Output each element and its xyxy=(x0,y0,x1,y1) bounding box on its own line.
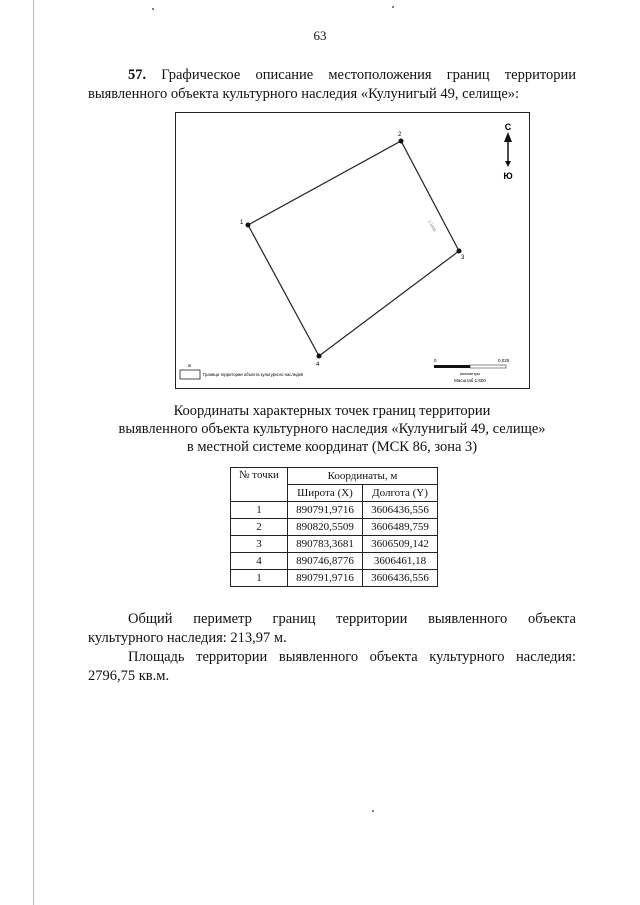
north-arrow-icon xyxy=(503,122,512,181)
perimeter-line-2: культурного наследия: 213,97 м. xyxy=(88,630,287,646)
table-row xyxy=(231,536,438,553)
svg-text:a: a xyxy=(188,363,191,369)
cell-point: 4 xyxy=(231,553,288,570)
cell-x: 890746,8776 xyxy=(288,553,363,570)
header-lat: Широта (X) xyxy=(288,485,363,502)
cell-point: 2 xyxy=(231,519,288,536)
cell-y: 3606509,142 xyxy=(363,536,438,553)
table-row xyxy=(231,519,438,536)
vertex-label-1: 1 xyxy=(240,220,244,226)
cell-point: 1 xyxy=(231,570,288,587)
vertex-label-2: 2 xyxy=(398,132,402,138)
table-row xyxy=(231,570,438,587)
north-label: С xyxy=(504,122,512,132)
scan-edge-line xyxy=(33,0,34,905)
table-caption xyxy=(88,402,576,456)
perimeter-line-1: Общий периметр границ территории выявленного объекта xyxy=(128,611,576,627)
legend-text: Граница территории объекта культурного наследия xyxy=(203,372,304,377)
table-row xyxy=(231,553,438,570)
south-label: Ю xyxy=(503,171,513,181)
map-legend xyxy=(180,363,303,379)
scan-speck xyxy=(392,6,394,8)
cell-y: 3606436,556 xyxy=(363,502,438,519)
table-row xyxy=(231,502,438,519)
header-lon: Долгота (Y) xyxy=(363,485,438,502)
heading-line-2: выявленного объекта культурного наследия «Кулунигый 49, селище»: xyxy=(88,86,520,102)
boundary-vertex xyxy=(317,354,322,359)
section-number: 57. xyxy=(128,67,147,83)
boundary-vertex xyxy=(246,223,251,228)
scale-end: 0,025 xyxy=(498,358,510,363)
heading-line-1: Графическое описание местоположения границ территории xyxy=(161,67,576,83)
page-number: 63 xyxy=(313,28,327,43)
cell-y: 3606461,18 xyxy=(363,553,438,570)
caption-line-3: в местной системе координат (МСК 86, зона 3) xyxy=(186,439,478,455)
cell-point: 1 xyxy=(231,502,288,519)
header-coords: Координаты, м xyxy=(288,468,438,485)
cell-x: 890791,9716 xyxy=(288,502,363,519)
boundary-map-svg xyxy=(176,113,529,388)
scan-speck xyxy=(372,810,374,812)
scale-ratio: Масштаб 1:600 xyxy=(454,378,486,383)
cell-y: 3606436,556 xyxy=(363,570,438,587)
cell-y: 3606489,759 xyxy=(363,519,438,536)
vertex-label-4: 4 xyxy=(316,362,320,368)
vertex-label-3: 3 xyxy=(461,255,465,261)
coordinates-table xyxy=(230,467,438,587)
cell-x: 890820,5509 xyxy=(288,519,363,536)
caption-line-2: выявленного объекта культурного наследия «Кулунигый 49, селище» xyxy=(118,421,546,437)
boundary-polygon xyxy=(248,141,459,356)
side-label: 1:1000 xyxy=(427,219,438,233)
boundary-vertex xyxy=(399,139,404,144)
boundary-map xyxy=(175,112,530,389)
area-line-2: 2796,75 кв.м. xyxy=(88,668,170,684)
area-line-1: Площадь территории выявленного объекта культурного наследия: xyxy=(128,649,576,665)
scale-zero: 0 xyxy=(434,358,437,363)
header-point: № точки xyxy=(231,468,288,502)
summary-text xyxy=(88,610,576,686)
scale-units: километры xyxy=(459,371,481,376)
cell-x: 890791,9716 xyxy=(288,570,363,587)
scan-speck xyxy=(152,8,154,10)
boundary-vertex xyxy=(457,249,462,254)
cell-x: 890783,3681 xyxy=(288,536,363,553)
cell-point: 3 xyxy=(231,536,288,553)
table-header-row xyxy=(231,468,438,485)
section-heading xyxy=(88,66,576,104)
caption-line-1: Координаты характерных точек границ территории xyxy=(173,403,491,419)
legend-swatch xyxy=(180,370,200,379)
scale-bar xyxy=(434,358,510,383)
